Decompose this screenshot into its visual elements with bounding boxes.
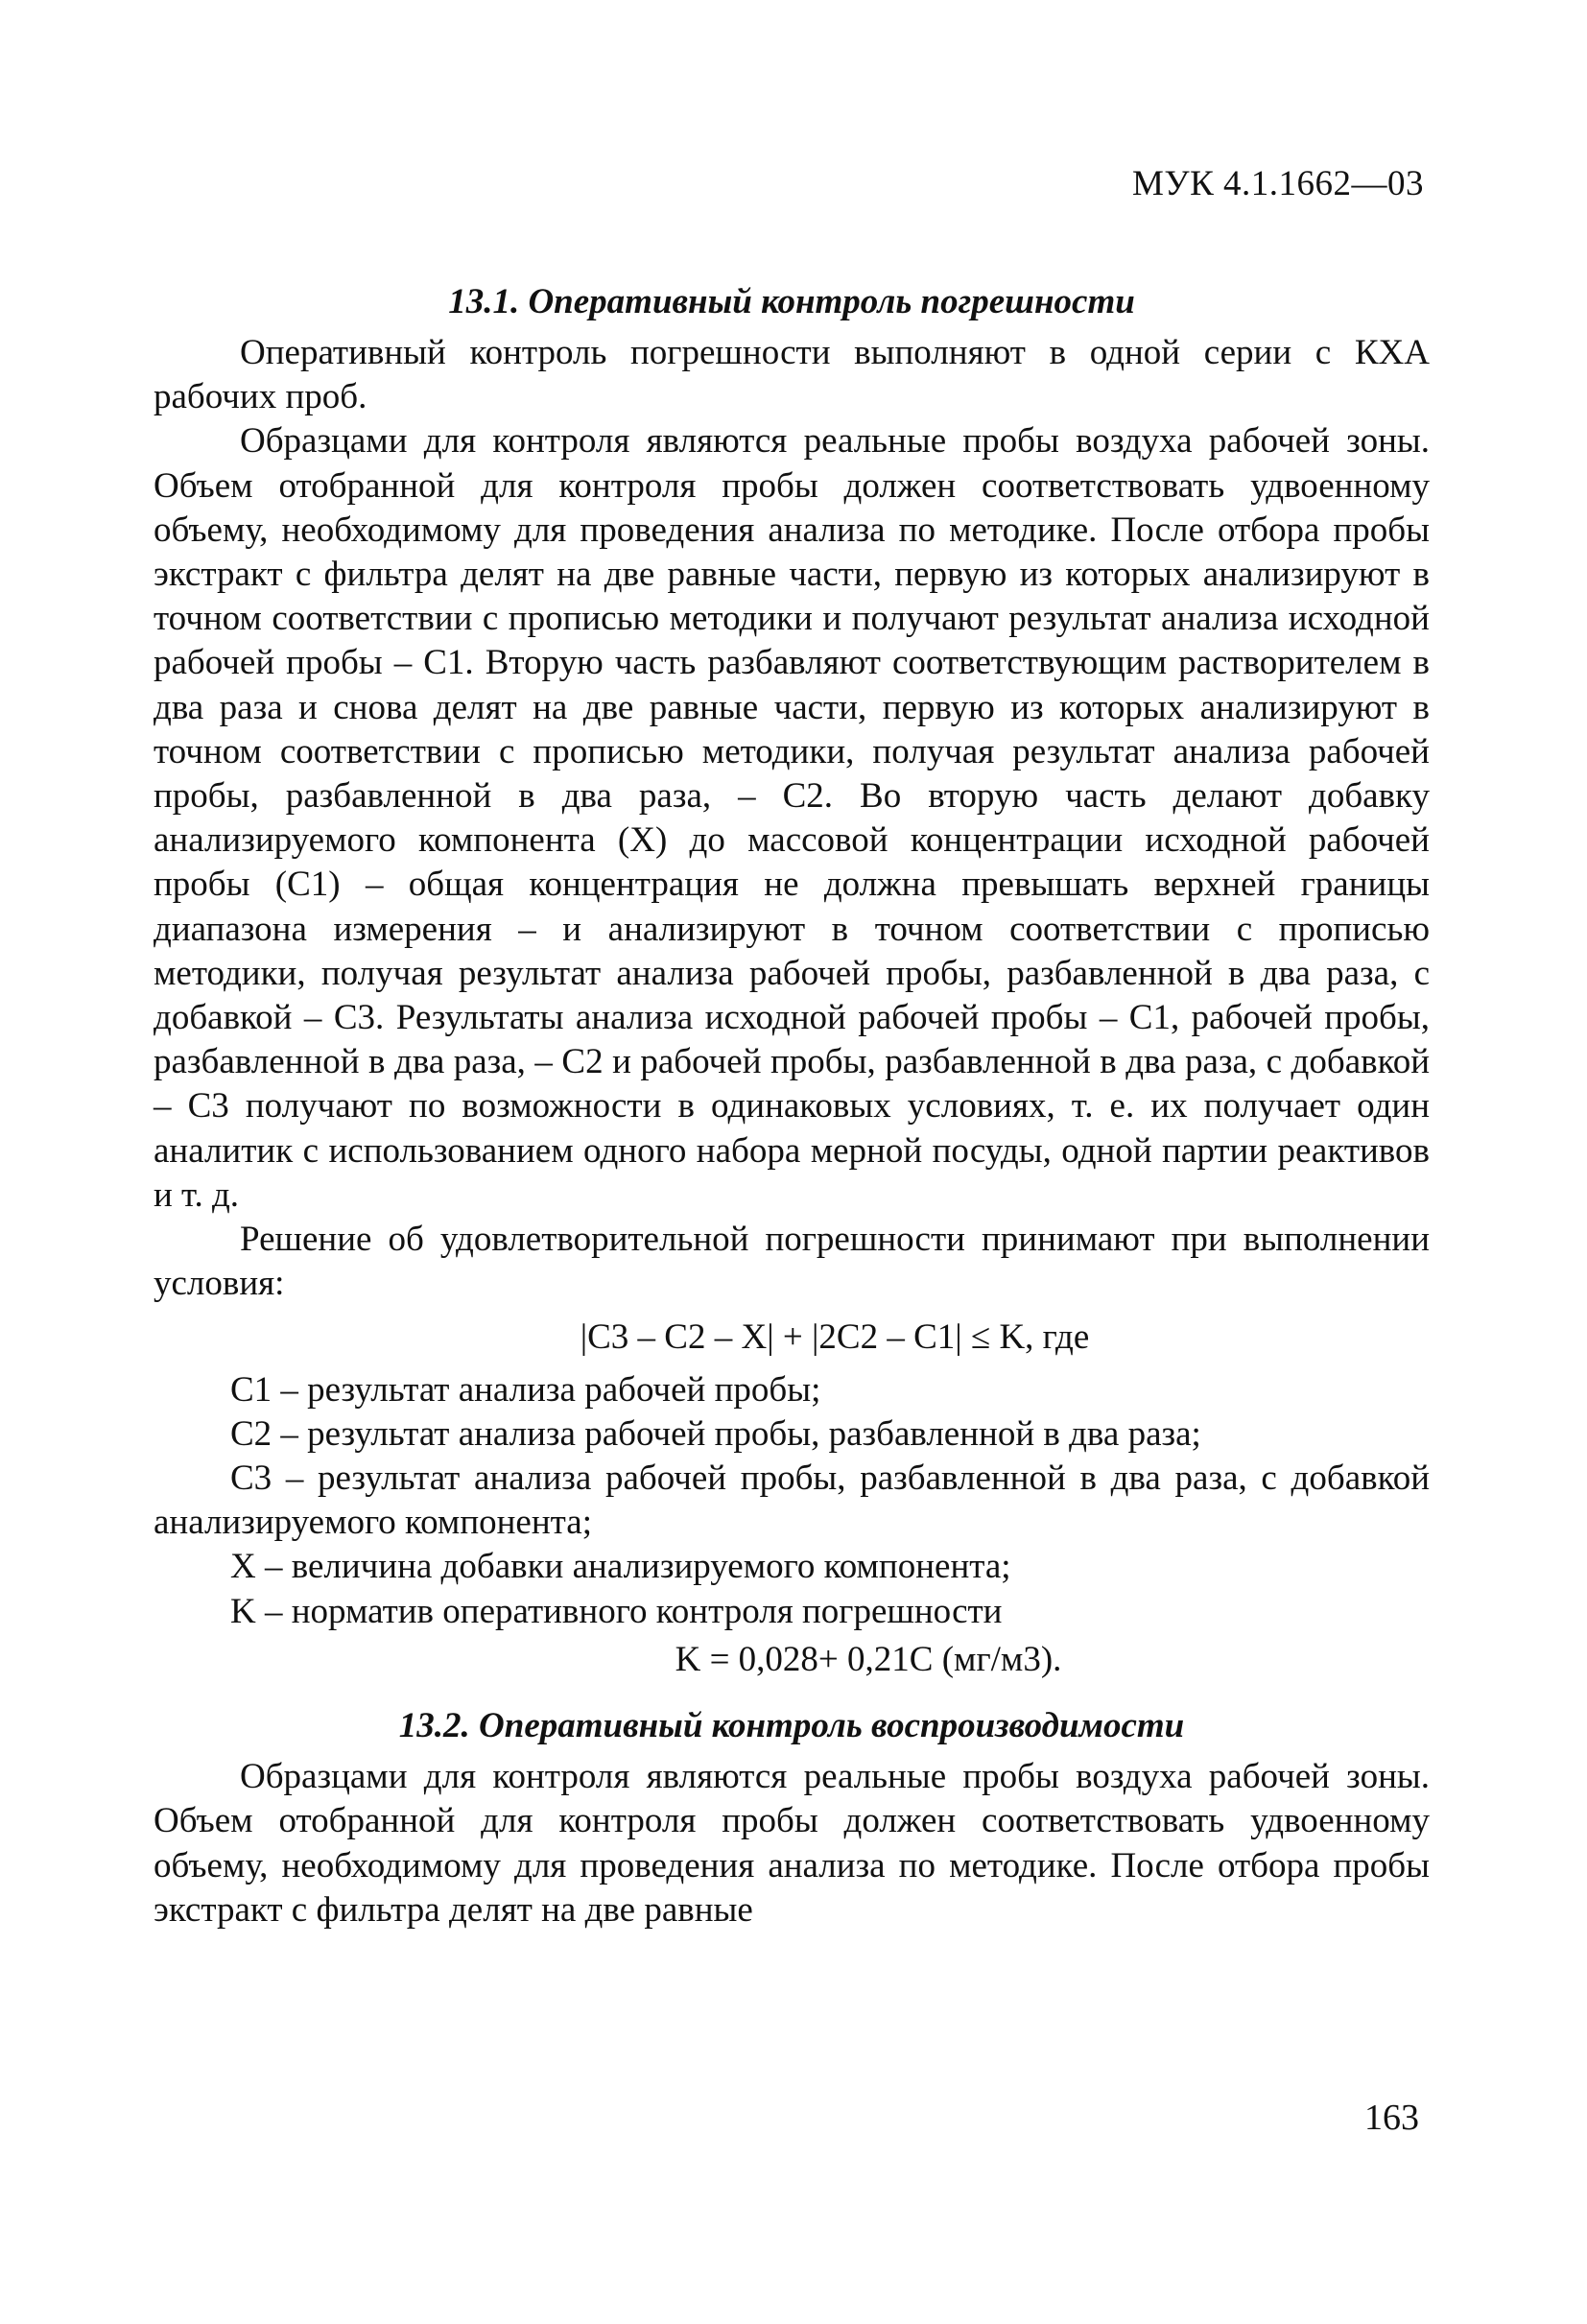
definition-c2: C2 – результат анализа рабочей пробы, разбавленной в два раза; [230,1413,1201,1454]
definition-x: X – величина добавки анализируемого компонента; [230,1547,1011,1587]
k-norm-formula: K = 0,028+ 0,21C (мг/м3). [675,1639,1062,1679]
section-13-1-title: 13.1. Оперативный контроль погрешности [448,282,1135,321]
section-13-2-title: 13.2. Оперативный контроль воспроизводимости [398,1706,1185,1746]
page-number: 163 [1364,2098,1419,2138]
error-condition-formula: |C3 – C2 – X| + |2C2 – C1| ≤ K, где [580,1317,1090,1358]
definition-k: K – норматив оперативного контроля погрешности [230,1591,1003,1631]
definition-c3: C3 – результат анализа рабочей пробы, разбавленной в два раза, с добавкой анализируемого компонента; [154,1458,1430,1543]
paragraph-13-2-procedure: Образцами для контроля являются реальные пробы воздуха рабочей зоны. Объем отобранной для контроля пробы должен соответствовать удвоенному объему, необходимому для проведения анализа по методике. После отбора пробы экстракт с фильтра делят на две равные [154,1757,1430,1930]
paragraph-13-1-procedure: Образцами для контроля являются реальные пробы воздуха рабочей зоны. Объем отобранной для контроля пробы должен соответствовать удвоенному объему, необходимому для проведения анализа по методике. После отбора пробы экстракт с фильтра делят на две равные части, первую из которых анализируют в точном соответствии с прописью методики и получают результат анализа исходной рабочей пробы – C1. Вторую часть разбавляют соответствующим растворителем в два раза и снова делят на две равные части, первую из которых анализируют в точном соответствии с прописью методики, получая результат анализа рабочей пробы, разбавленной в два раза, – C2. Во вторую часть делают добавку анализируемого компонента (X) до массовой концентрации исходной рабочей пробы (C1) – общая концентрация не должна превышать верхней границы диапазона измерения – и анализируют в точном соответствии с прописью методики, получая результат анализа рабочей пробы, разбавленной в два раза, с добавкой – C3. Результаты анализа исходной рабочей пробы – C1, рабочей пробы, разбавленной в два раза, – C2 и рабочей пробы, разбавленной в два раза, с добавкой – C3 получают по возможности в одинаковых условиях, т. е. их получает один аналитик с использованием одного набора мерной посуды, одной партии реактивов и т. д. [154,421,1430,1215]
paragraph-13-1-decision: Решение об удовлетворительной погрешности принимают при выполнении условия: [154,1220,1430,1304]
definitions-list [154,1368,1430,1634]
document-code-header: МУК 4.1.1662—03 [1131,164,1424,203]
page-content [154,273,1430,1933]
paragraph-13-1-intro: Оперативный контроль погрешности выполняют в одной серии с КХА рабочих проб. [154,333,1430,417]
definition-c1: C1 – результат анализа рабочей пробы; [230,1369,821,1410]
